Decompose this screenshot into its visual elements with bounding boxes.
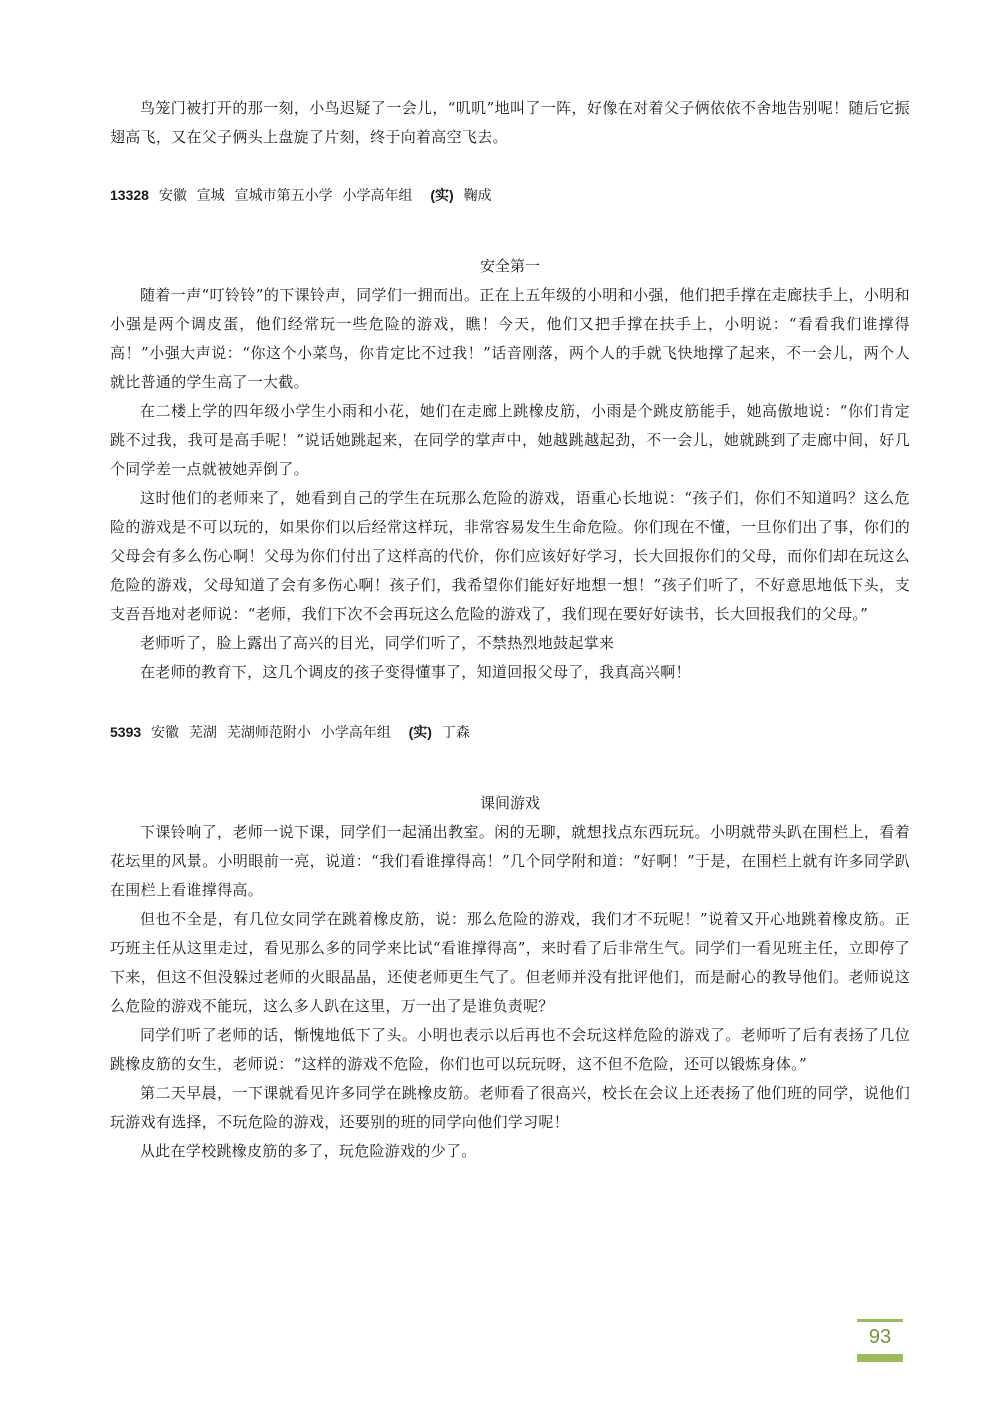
essay-paragraph: 老师听了，脸上露出了高兴的目光，同学们听了，不禁热烈地鼓起掌来 [140,634,615,652]
essay-paragraph: 在老师的教育下，这几个调皮的孩子变得懂事了，知道回报父母了，我真高兴啊！ [140,663,691,681]
entry-city: 芜湖 [188,724,217,740]
entry-13328 [110,184,910,687]
essay-paragraph: 随着一声“叮铃铃”的下课铃声，同学们一拥而出。正在上五年级的小明和小强，他们把手撑在走廊扶手上，小明和小强是两个调皮蛋，他们经常玩一些危险的游戏，瞧！今天，他们又把手撑在扶手上，小明说：“看看我们谁撑得高！”小强大声说：“你这个小菜鸟，你肯定比不过我！”话音刚落，两个人的手就飞快地撑了起来，不一会儿，两个人就比普通的学生高了一大截。 [110,286,910,391]
entry-school: 宣城市第五小学 [234,187,333,203]
entry-group: 小学高年组 [320,724,391,740]
entry-author: 鞠成 [463,187,492,203]
essay-paragraph: 第二天早晨，一下课就看见许多同学在跳橡皮筋。老师看了很高兴，校长在会议上还表扬了他们班的同学，说他们玩游戏有选择，不玩危险的游戏，还要别的班的同学向他们学习呢！ [110,1084,910,1131]
page-number-block [857,1319,903,1362]
entry-city: 宣城 [196,187,225,203]
page-number-bottom-bar [857,1354,903,1362]
essay-paragraph: 在二楼上学的四年级小学生小雨和小花，她们在走廊上跳橡皮筋，小雨是个跳皮筋能手，她高傲地说：“你们肯定跳不过我，我可是高手呢！”说话她跳起来，在同学的掌声中，她越跳越起劲，不一会儿，她就跳到了走廊中间，好几个同学差一点就被她弄倒了。 [110,402,910,478]
page-number: 93 [868,1326,892,1348]
entry-header [110,721,910,743]
essay-paragraph: 但也不全是，有几位女同学在跳着橡皮筋，说：那么危险的游戏，我们才不玩呢！”说着又开心地跳着橡皮筋。正巧班主任从这里走过，看见那么多的同学来比试“看谁撑得高”，来时看了后非常生气。同学们一看见班主任，立即停了下来，但这不但没躲过老师的火眼晶晶，还使老师更生气了。但老师并没有批评他们，而是耐心的教导他们。老师说这么危险的游戏不能玩，这么多人趴在这里，万一出了是谁负责呢？ [110,910,910,1015]
intro-paragraph: 鸟笼门被打开的那一刻，小鸟迟疑了一会儿，“叽叽”地叫了一阵，好像在对着父子俩依依不舍地告别呢！随后它振翅高飞，又在父子俩头上盘旋了片刻，终于向着高空飞去。 [110,99,910,146]
entry-tag: (实) [430,187,454,203]
entry-header [110,184,910,206]
entry-school: 芜湖师范附小 [226,724,311,740]
entry-group: 小学高年组 [342,187,413,203]
entry-author: 丁森 [441,724,470,740]
entry-id: 13328 [110,187,149,203]
essay-paragraph: 下课铃响了，老师一说下课，同学们一起涌出教室。闲的无聊，就想找点东西玩玩。小明就带头趴在围栏上，看着花坛里的风景。小明眼前一亮，说道：“我们看谁撑得高！”几个同学附和道：“好啊！”于是，在围栏上就有许多同学趴在围栏上看谁撑得高。 [110,823,910,899]
essay-paragraph: 这时他们的老师来了，她看到自己的学生在玩那么危险的游戏，语重心长地说：“孩子们，你们不知道吗？这么危险的游戏是不可以玩的，如果你们以后经常这样玩，非常容易发生生命危险。你们现在不懂，一旦你们出了事，你们的父母会有多么伤心啊！父母为你们付出了这样高的代价，你们应该好好学习，长大回报你们的父母，而你们却在玩这么危险的游戏，父母知道了会有多伤心啊！孩子们，我希望你们能好好地想一想！”孩子们听了，不好意思地低下头，支支吾吾地对老师说：“老师，我们下次不会再玩这么危险的游戏了，我们现在要好好读书，长大回报我们的父母。” [110,489,910,623]
essay-paragraph: 从此在学校跳橡皮筋的多了，玩危险游戏的少了。 [140,1142,477,1160]
entry-5393 [110,721,910,1166]
entry-tag: (实) [408,724,432,740]
essay-title: 课间游戏 [479,794,540,812]
essay-title: 安全第一 [479,257,540,275]
essay-paragraph: 同学们听了老师的话，惭愧地低下了头。小明也表示以后再也不会玩这样危险的游戏了。老师听了后有表扬了几位跳橡皮筋的女生，老师说：“这样的游戏不危险，你们也可以玩玩呀，这不但不危险，还可以锻炼身体。” [110,1026,910,1073]
document-page [110,94,910,1166]
entry-province: 安徽 [151,724,180,740]
entry-province: 安徽 [158,187,187,203]
entry-id: 5393 [110,724,142,740]
